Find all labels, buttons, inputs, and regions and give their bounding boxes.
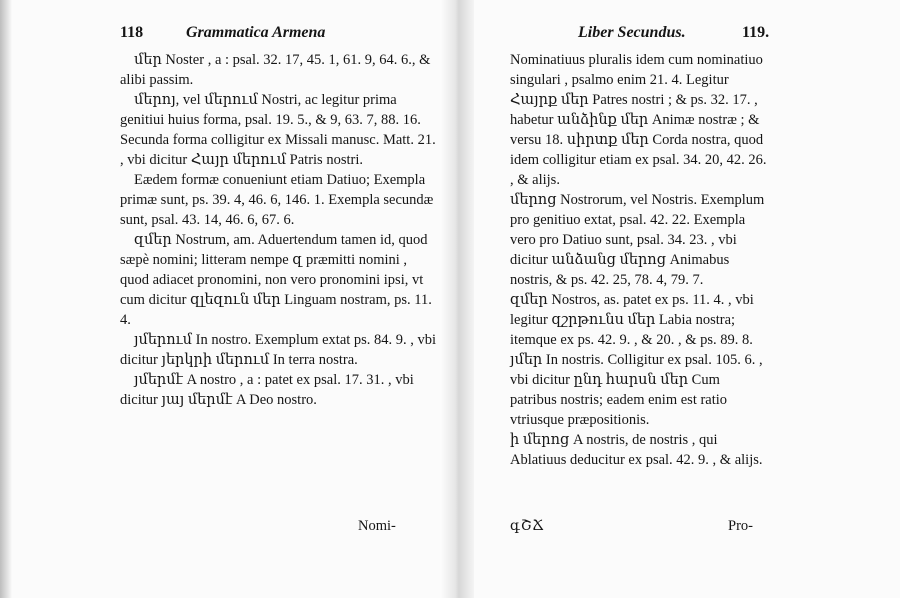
left-running-head: [120, 22, 438, 50]
left-page: [120, 22, 438, 534]
left-paragraph: յմերում In nostro. Exemplum extat ps. 84. 9. , vbi dicitur յերկրի մերում In terra nostra.: [120, 332, 437, 368]
right-paragraph: յմեր In nostris. Colligitur ex psal. 105. 6. , vbi dicitur ընդ հարսն մեր Cum patribus nostris; eadem enim est ratio vtriusque præpositionis.: [510, 352, 763, 428]
right-paragraph: Nominatiuus pluralis idem cum nominatiuo singulari , psalmo enim 21. 4. Legitur Հայրք մեր Patres nostri ; & ps. 32. 17. , habetur անձինք մեր Animæ nostræ ; & versu 18. սիրտք մեր Corda nostra, quod idem colligitur etiam ex psal. 34. 20, 42. 26. , & alijs.: [510, 52, 767, 188]
right-running-head: [510, 22, 770, 50]
book-gutter: [440, 0, 474, 598]
right-paragraph: մերոց Nostrorum, vel Nostris. Exemplum pro genitiuo extat, psal. 42. 22. Exempla vero pro Datiuo sunt, psal. 34. 23. , vbi dicitur անձանց մերոց Animabus nostris, & ps. 42. 25, 78. 4, 79. 7.: [510, 192, 765, 288]
left-paragraph: զմեր Nostrum, am. Aduertendum tamen id, quod sæpè nomini; litteram nempe զ præmitti nomini , quod adiacet pronomini, non vero pronomini ipsi, vt cum dicitur զլեզուն մեր Linguam nostram, ps. 11. 4.: [120, 232, 432, 328]
right-running-title: Liber Secundus.: [578, 24, 686, 41]
left-page-number: 118: [120, 24, 144, 41]
page-edge-shadow: [0, 0, 12, 598]
left-catchword: Nomi-: [358, 518, 396, 534]
right-page-number: 119.: [742, 24, 770, 41]
left-paragraph: յմերմէ A nostro , a : patet ex psal. 17. 31. , vbi dicitur յայ մերմէ A Deo nostro.: [120, 372, 414, 408]
left-running-title: Grammatica Armena: [186, 24, 326, 41]
left-paragraph: Eædem formæ conueniunt etiam Datiuo; Exempla primæ sunt, ps. 39. 4, 46. 6, 146. 1. Exempla secundæ sunt, psal. 43. 14, 46. 6, 67. 6.: [120, 172, 434, 228]
right-page: [510, 22, 770, 534]
signature-mark: գՇՃ: [510, 519, 546, 534]
left-paragraph: մերոյ, vel մերում Nostri, ac legitur prima genitiui huius forma, psal. 19. 5., & 9, 63. 7, 88. 16. Secunda forma colligitur ex Missali manusc. Matt. 21. , vbi dicitur Հայր մերում Patris nostri.: [120, 92, 436, 168]
right-paragraph: զմեր Nostros, as. patet ex ps. 11. 4. , vbi legitur զշրթունս մեր Labia nostra; itemque ex ps. 42. 9. , & 20. , & ps. 89. 8.: [510, 292, 754, 348]
right-catchword: Pro-: [728, 518, 753, 534]
left-paragraph: մեր Noster , a : psal. 32. 17, 45. 1, 61. 9, 64. 6., & alibi passim.: [120, 52, 431, 88]
right-paragraph: ի մերոց A nostris, de nostris , qui Ablatiuus deducitur ex psal. 42. 9. , & alijs.: [510, 432, 763, 468]
